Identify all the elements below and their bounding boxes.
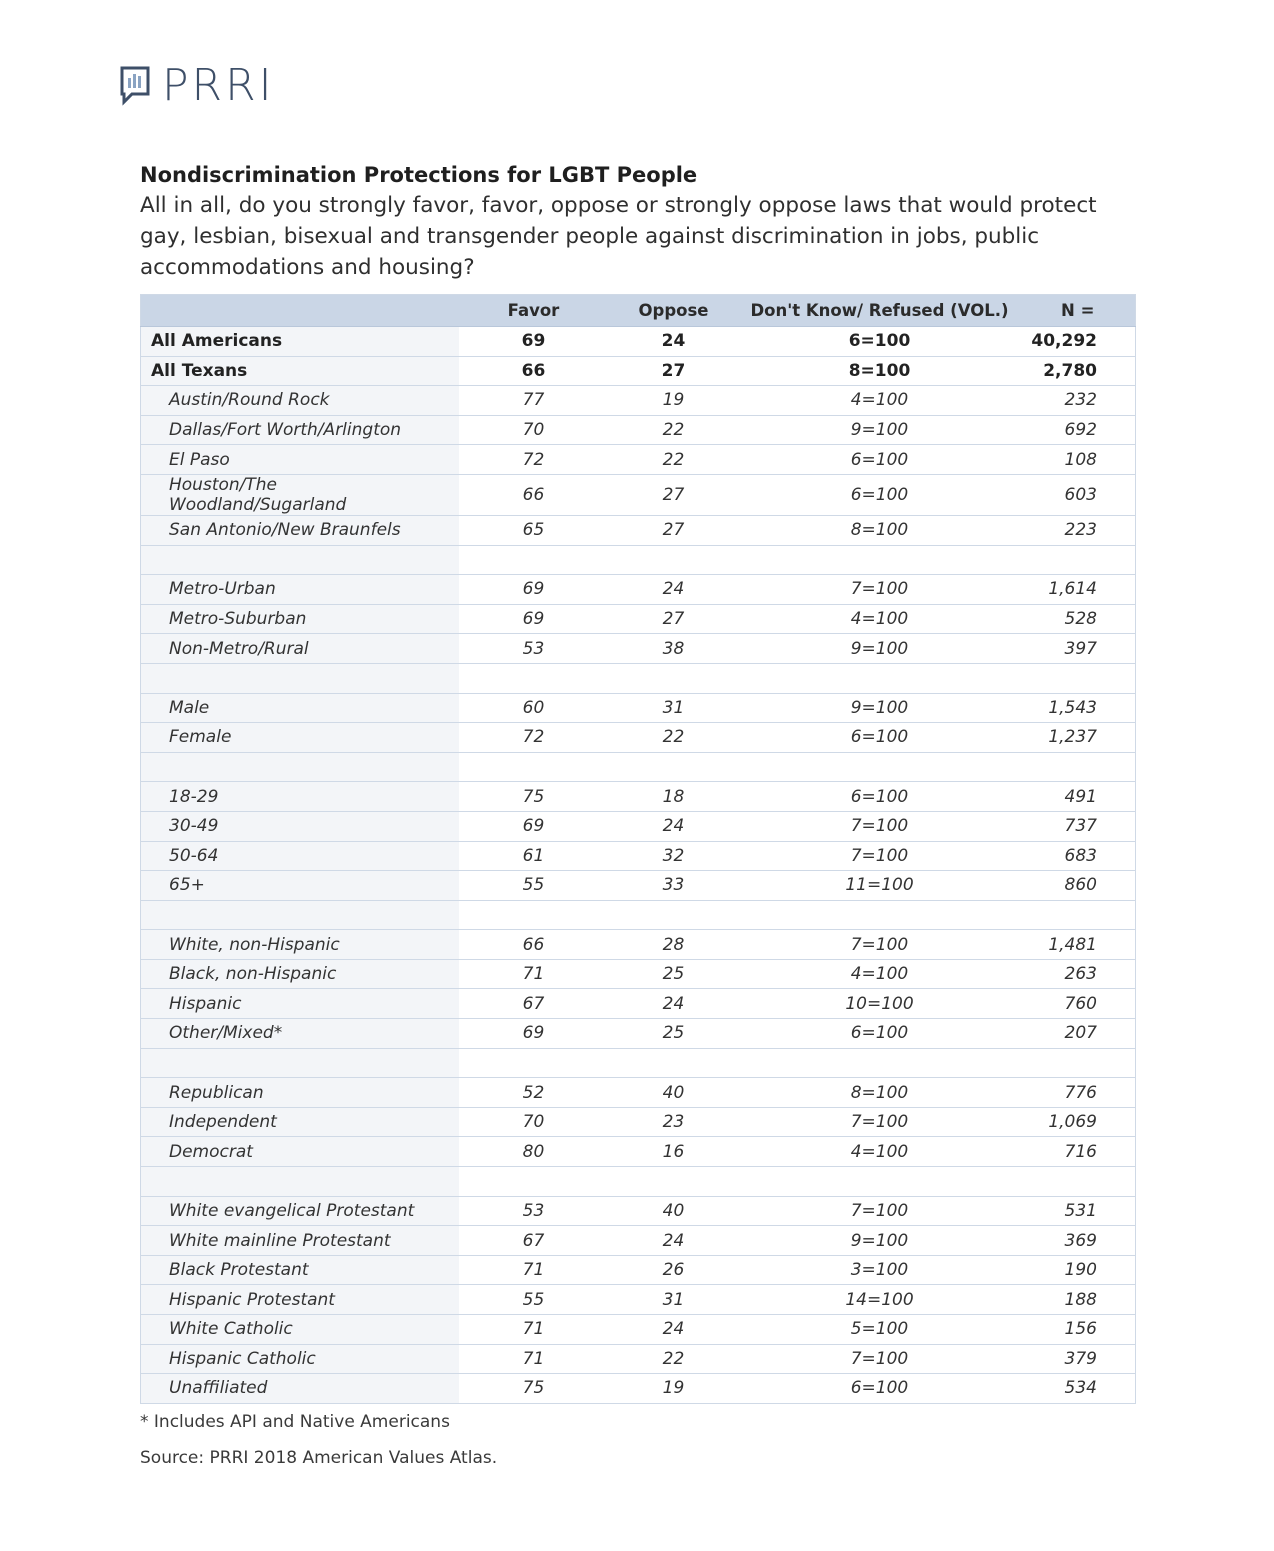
- table-row: [141, 811, 1136, 841]
- favor-cell: 65: [459, 515, 609, 545]
- row-label: [141, 752, 459, 782]
- n-cell: 369: [1021, 1226, 1136, 1256]
- dont-know-cell: 6=100: [739, 1019, 1021, 1049]
- n-cell: 716: [1021, 1137, 1136, 1167]
- oppose-cell: [609, 663, 739, 693]
- favor-cell: 53: [459, 634, 609, 664]
- table-row: [141, 1226, 1136, 1256]
- row-label: Hispanic Catholic: [141, 1344, 459, 1374]
- logo-text: PRRI: [162, 60, 275, 111]
- table-row: [141, 989, 1136, 1019]
- oppose-cell: 22: [609, 415, 739, 445]
- survey-question: All in all, do you strongly favor, favor, oppose or strongly oppose laws that would protect gay, lesbian, bisexual and transgender people against discrimination in jobs, public accommodations and housing?: [140, 193, 1097, 280]
- dont-know-cell: 6=100: [739, 474, 1021, 515]
- dont-know-cell: 7=100: [739, 1196, 1021, 1226]
- n-cell: 1,069: [1021, 1107, 1136, 1137]
- oppose-cell: 27: [609, 474, 739, 515]
- row-label: [141, 900, 459, 930]
- favor-cell: [459, 752, 609, 782]
- oppose-cell: 31: [609, 1285, 739, 1315]
- oppose-cell: 22: [609, 445, 739, 475]
- row-label: 50-64: [141, 841, 459, 871]
- favor-cell: 72: [459, 445, 609, 475]
- table-row: [141, 356, 1136, 386]
- dont-know-cell: 6=100: [739, 445, 1021, 475]
- n-cell: 737: [1021, 811, 1136, 841]
- favor-cell: 52: [459, 1078, 609, 1108]
- dont-know-cell: 7=100: [739, 930, 1021, 960]
- oppose-cell: 38: [609, 634, 739, 664]
- header-oppose: Oppose: [609, 295, 739, 327]
- oppose-cell: [609, 545, 739, 575]
- oppose-cell: 33: [609, 871, 739, 901]
- favor-cell: 53: [459, 1196, 609, 1226]
- dont-know-cell: 8=100: [739, 515, 1021, 545]
- dont-know-cell: 9=100: [739, 634, 1021, 664]
- dont-know-cell: 7=100: [739, 1107, 1021, 1137]
- row-label: Independent: [141, 1107, 459, 1137]
- n-cell: 397: [1021, 634, 1136, 664]
- row-label: Metro-Urban: [141, 575, 459, 605]
- n-cell: 603: [1021, 474, 1136, 515]
- footnote: * Includes API and Native Americans: [140, 1412, 450, 1432]
- oppose-cell: 24: [609, 575, 739, 605]
- favor-cell: 70: [459, 1107, 609, 1137]
- spacer-row: [141, 752, 1136, 782]
- n-cell: 534: [1021, 1374, 1136, 1404]
- row-label: Houston/The Woodland/Sugarland: [141, 474, 459, 515]
- favor-cell: 71: [459, 1315, 609, 1345]
- dont-know-cell: 8=100: [739, 1078, 1021, 1108]
- dont-know-cell: [739, 663, 1021, 693]
- header-label: [141, 295, 459, 327]
- row-label: Unaffiliated: [141, 1374, 459, 1404]
- n-cell: [1021, 1048, 1136, 1078]
- n-cell: 491: [1021, 782, 1136, 812]
- table-header-row: [141, 295, 1136, 327]
- spacer-row: [141, 545, 1136, 575]
- oppose-cell: 31: [609, 693, 739, 723]
- dont-know-cell: [739, 545, 1021, 575]
- n-cell: 263: [1021, 959, 1136, 989]
- dont-know-cell: 6=100: [739, 782, 1021, 812]
- n-cell: 223: [1021, 515, 1136, 545]
- row-label: [141, 663, 459, 693]
- table-row: [141, 604, 1136, 634]
- table-row: [141, 841, 1136, 871]
- row-label: Austin/Round Rock: [141, 386, 459, 416]
- table-row: [141, 474, 1136, 515]
- n-cell: 188: [1021, 1285, 1136, 1315]
- favor-cell: 75: [459, 782, 609, 812]
- oppose-cell: [609, 1167, 739, 1197]
- table-row: [141, 871, 1136, 901]
- table-row: [141, 1255, 1136, 1285]
- source-note: Source: PRRI 2018 American Values Atlas.: [140, 1448, 498, 1468]
- favor-cell: 71: [459, 1344, 609, 1374]
- oppose-cell: 40: [609, 1078, 739, 1108]
- title-block: [140, 160, 1100, 283]
- row-label: El Paso: [141, 445, 459, 475]
- oppose-cell: 16: [609, 1137, 739, 1167]
- favor-cell: 60: [459, 693, 609, 723]
- favor-cell: 72: [459, 723, 609, 753]
- table-row: [141, 930, 1136, 960]
- favor-cell: [459, 663, 609, 693]
- row-label: Democrat: [141, 1137, 459, 1167]
- oppose-cell: 24: [609, 327, 739, 357]
- dont-know-cell: 14=100: [739, 1285, 1021, 1315]
- row-label: White Catholic: [141, 1315, 459, 1345]
- dont-know-cell: 7=100: [739, 1344, 1021, 1374]
- dont-know-cell: 6=100: [739, 1374, 1021, 1404]
- table-row: [141, 1315, 1136, 1345]
- row-label: All Americans: [141, 327, 459, 357]
- spacer-row: [141, 663, 1136, 693]
- oppose-cell: 25: [609, 959, 739, 989]
- prri-logo: [120, 60, 275, 111]
- n-cell: 692: [1021, 415, 1136, 445]
- dont-know-cell: 8=100: [739, 356, 1021, 386]
- table-row: [141, 1107, 1136, 1137]
- n-cell: 1,237: [1021, 723, 1136, 753]
- row-label: All Texans: [141, 356, 459, 386]
- dont-know-cell: 6=100: [739, 327, 1021, 357]
- favor-cell: 61: [459, 841, 609, 871]
- favor-cell: [459, 545, 609, 575]
- row-label: Republican: [141, 1078, 459, 1108]
- favor-cell: 67: [459, 1226, 609, 1256]
- favor-cell: 69: [459, 1019, 609, 1049]
- oppose-cell: [609, 752, 739, 782]
- row-label: White mainline Protestant: [141, 1226, 459, 1256]
- row-label: Black Protestant: [141, 1255, 459, 1285]
- row-label: Metro-Suburban: [141, 604, 459, 634]
- favor-cell: 55: [459, 1285, 609, 1315]
- oppose-cell: 27: [609, 604, 739, 634]
- row-label: Non-Metro/Rural: [141, 634, 459, 664]
- n-cell: 531: [1021, 1196, 1136, 1226]
- dont-know-cell: [739, 1167, 1021, 1197]
- row-label: Other/Mixed*: [141, 1019, 459, 1049]
- dont-know-cell: 4=100: [739, 1137, 1021, 1167]
- table-row: [141, 634, 1136, 664]
- table-row: [141, 1285, 1136, 1315]
- row-label: Hispanic: [141, 989, 459, 1019]
- n-cell: 1,614: [1021, 575, 1136, 605]
- table-body: [141, 327, 1136, 1404]
- oppose-cell: 32: [609, 841, 739, 871]
- dont-know-cell: 7=100: [739, 811, 1021, 841]
- table-row: [141, 445, 1136, 475]
- table-row: [141, 959, 1136, 989]
- row-label: Hispanic Protestant: [141, 1285, 459, 1315]
- favor-cell: [459, 1048, 609, 1078]
- n-cell: 860: [1021, 871, 1136, 901]
- n-cell: 379: [1021, 1344, 1136, 1374]
- row-label: [141, 1048, 459, 1078]
- favor-cell: 69: [459, 327, 609, 357]
- oppose-cell: 24: [609, 1315, 739, 1345]
- favor-cell: 66: [459, 930, 609, 960]
- n-cell: 232: [1021, 386, 1136, 416]
- oppose-cell: 27: [609, 356, 739, 386]
- n-cell: 156: [1021, 1315, 1136, 1345]
- row-label: Dallas/Fort Worth/Arlington: [141, 415, 459, 445]
- dont-know-cell: 9=100: [739, 693, 1021, 723]
- row-label: Male: [141, 693, 459, 723]
- row-label: White, non-Hispanic: [141, 930, 459, 960]
- oppose-cell: 19: [609, 386, 739, 416]
- n-cell: 2,780: [1021, 356, 1136, 386]
- oppose-cell: 40: [609, 1196, 739, 1226]
- dont-know-cell: 3=100: [739, 1255, 1021, 1285]
- table-row: [141, 1019, 1136, 1049]
- favor-cell: [459, 900, 609, 930]
- dont-know-cell: 4=100: [739, 386, 1021, 416]
- favor-cell: 66: [459, 356, 609, 386]
- dont-know-cell: 10=100: [739, 989, 1021, 1019]
- favor-cell: 77: [459, 386, 609, 416]
- table-row: [141, 415, 1136, 445]
- favor-cell: 69: [459, 575, 609, 605]
- table-row: [141, 327, 1136, 357]
- n-cell: [1021, 663, 1136, 693]
- oppose-cell: 24: [609, 989, 739, 1019]
- favor-cell: 71: [459, 1255, 609, 1285]
- oppose-cell: 24: [609, 1226, 739, 1256]
- row-label: 30-49: [141, 811, 459, 841]
- table-row: [141, 1344, 1136, 1374]
- oppose-cell: 26: [609, 1255, 739, 1285]
- table-row: [141, 693, 1136, 723]
- oppose-cell: 25: [609, 1019, 739, 1049]
- favor-cell: 70: [459, 415, 609, 445]
- prri-logo-icon: [120, 66, 150, 106]
- favor-cell: 75: [459, 1374, 609, 1404]
- favor-cell: 80: [459, 1137, 609, 1167]
- dont-know-cell: 7=100: [739, 841, 1021, 871]
- spacer-row: [141, 1167, 1136, 1197]
- oppose-cell: 24: [609, 811, 739, 841]
- oppose-cell: 22: [609, 723, 739, 753]
- dont-know-cell: 7=100: [739, 575, 1021, 605]
- row-label: 18-29: [141, 782, 459, 812]
- favor-cell: 69: [459, 811, 609, 841]
- n-cell: [1021, 545, 1136, 575]
- favor-cell: 71: [459, 959, 609, 989]
- n-cell: [1021, 900, 1136, 930]
- favor-cell: 69: [459, 604, 609, 634]
- n-cell: 528: [1021, 604, 1136, 634]
- dont-know-cell: [739, 752, 1021, 782]
- oppose-cell: [609, 1048, 739, 1078]
- dont-know-cell: [739, 1048, 1021, 1078]
- dont-know-cell: 5=100: [739, 1315, 1021, 1345]
- oppose-cell: 19: [609, 1374, 739, 1404]
- table-row: [141, 515, 1136, 545]
- n-cell: 40,292: [1021, 327, 1136, 357]
- n-cell: 1,543: [1021, 693, 1136, 723]
- header-favor: Favor: [459, 295, 609, 327]
- oppose-cell: 28: [609, 930, 739, 960]
- n-cell: [1021, 1167, 1136, 1197]
- n-cell: 207: [1021, 1019, 1136, 1049]
- page-title: Nondiscrimination Protections for LGBT People: [140, 163, 698, 187]
- dont-know-cell: 9=100: [739, 1226, 1021, 1256]
- dont-know-cell: 4=100: [739, 604, 1021, 634]
- table-row: [141, 782, 1136, 812]
- dont-know-cell: 6=100: [739, 723, 1021, 753]
- table-row: [141, 575, 1136, 605]
- row-label: Female: [141, 723, 459, 753]
- spacer-row: [141, 1048, 1136, 1078]
- n-cell: 683: [1021, 841, 1136, 871]
- table-row: [141, 723, 1136, 753]
- favor-cell: 67: [459, 989, 609, 1019]
- row-label: Black, non-Hispanic: [141, 959, 459, 989]
- header-dont-know: Don't Know/ Refused (VOL.): [739, 295, 1021, 327]
- n-cell: [1021, 752, 1136, 782]
- oppose-cell: [609, 900, 739, 930]
- spacer-row: [141, 900, 1136, 930]
- row-label: San Antonio/New Braunfels: [141, 515, 459, 545]
- dont-know-cell: 9=100: [739, 415, 1021, 445]
- row-label: [141, 545, 459, 575]
- oppose-cell: 23: [609, 1107, 739, 1137]
- table-row: [141, 1374, 1136, 1404]
- row-label: [141, 1167, 459, 1197]
- n-cell: 108: [1021, 445, 1136, 475]
- n-cell: 776: [1021, 1078, 1136, 1108]
- oppose-cell: 27: [609, 515, 739, 545]
- favor-cell: [459, 1167, 609, 1197]
- favor-cell: 66: [459, 474, 609, 515]
- dont-know-cell: 4=100: [739, 959, 1021, 989]
- header-n: N =: [1021, 295, 1136, 327]
- table-row: [141, 1137, 1136, 1167]
- n-cell: 190: [1021, 1255, 1136, 1285]
- table-row: [141, 386, 1136, 416]
- row-label: White evangelical Protestant: [141, 1196, 459, 1226]
- results-table: [140, 294, 1136, 1404]
- row-label: 65+: [141, 871, 459, 901]
- table-row: [141, 1196, 1136, 1226]
- oppose-cell: 18: [609, 782, 739, 812]
- oppose-cell: 22: [609, 1344, 739, 1374]
- favor-cell: 55: [459, 871, 609, 901]
- n-cell: 1,481: [1021, 930, 1136, 960]
- dont-know-cell: [739, 900, 1021, 930]
- n-cell: 760: [1021, 989, 1136, 1019]
- dont-know-cell: 11=100: [739, 871, 1021, 901]
- table-row: [141, 1078, 1136, 1108]
